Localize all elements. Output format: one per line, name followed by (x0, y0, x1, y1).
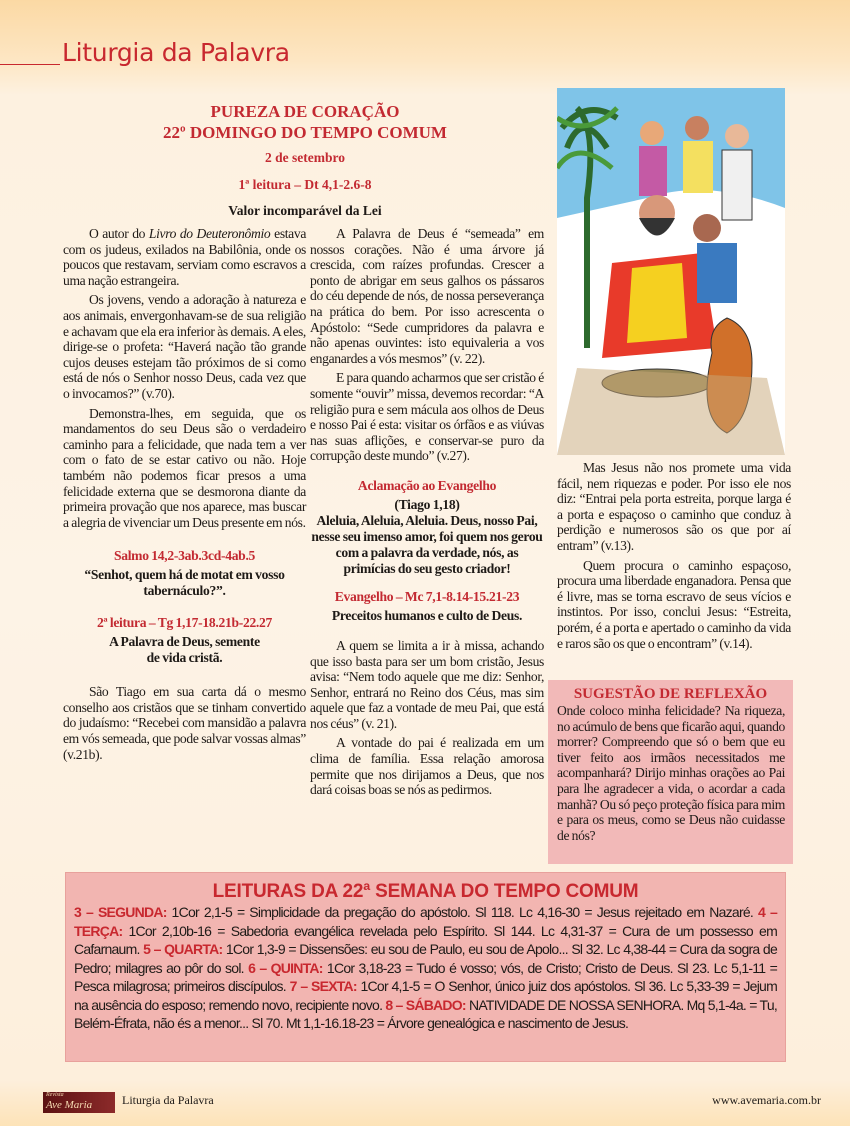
date: 2 de setembro (265, 150, 345, 165)
day-readings: 1Cor 2,1-5 = Simplicidade da pregação do apóstolo. Sl 118. Lc 4,16-30 = Jesus rejeitado em Nazaré. (166, 904, 758, 920)
footer-url[interactable]: www.avemaria.com.br (712, 1093, 821, 1107)
psalm-ref: Salmo 14,2-3ab.3cd-4ab.5 (113, 548, 256, 564)
day-label: 7 – SEXTA: (289, 978, 357, 994)
paragraph: E para quando acharmos que ser cristão é somente “ouvir” missa, devemos recordar: “A religião pura e sem mácula aos olhos de Deus e nosso Pai é esta: visitar os órfãos e as viúvas nas suas aflições, e conservar-se puro da corrupção deste mundo” (v.27). (310, 370, 544, 464)
paragraph: A Palavra de Deus é “semeada” em nossos corações. Não é uma árvore já crescida, com raízes profundas. Crescer a ponto de abrigar em seus galhos os pássaros do céu depende de nós, de nossa perseverança na prática do bem. Por isso acrescenta o Apóstolo: “Sede cumpridores da palavra e não apenas ouvintes: isto equivaleria a vos enganardes a vós mesmos” (v. 22). (310, 226, 544, 366)
ave-maria-logo: Revista Ave Maria (43, 1092, 115, 1113)
day-readings: NATIVIDADE DE NOSSA SENHORA. Mq 5,1-4a. = Tu, Belém-Éfrata, não és a menor... Sl 70. Mt 1,1-16.18-23 = Árvore genealógica e nascimento de Jesus. (74, 996, 777, 1031)
column-2 (310, 226, 544, 802)
weekly-readings-box (65, 872, 786, 1062)
gospel-subtitle: Preceitos humanos e culto de Deus. (331, 607, 523, 623)
paragraph: Mas Jesus não nos promete uma vida fácil, nem riquezas e poder. Por isso ele nos diz: “Entrai pela porta estreita, porque larga é a porta e espaçoso o caminho que conduz à perdição e numerosos são os que por aí entram” (v.13). (557, 460, 791, 553)
day-readings: 1Cor 3,18-23 = Tudo é vosso; vós, de Cristo; Cristo de Deus. Sl 23. Lc 5,1-11 = Pesca milagrosa; primeiros discípulos. (74, 959, 777, 994)
reading2-ref: 2ª leitura – Tg 1,17-18.21b-22.27 (96, 615, 273, 631)
reflection-text: Onde coloco minha felicidade? Na riqueza, no acúmulo de bens que ficarão aqui, quando morrer? Compreendo que só o bem que eu tiver feito aos irmãos necessitados me acompanhará? Dirijo minhas orações ao Pai para lhe agradecer a vida, o acordar a cada manhã? Ou só peço proteção física para mim e para os meus, como se Deus não cuidasse de nós? (557, 703, 785, 843)
section-title: Liturgia da Palavra (62, 38, 290, 67)
paragraph: O autor do Livro do Deuteronômio estava com os judeus, exilados na Babilônia, onde os poucos que restavam, serviam como escravos a uma nação estrangeira. (63, 226, 306, 288)
day-label: 8 – SÁBADO: (385, 996, 466, 1013)
paragraph: Demonstra-lhes, em seguida, que os mandamentos do seu Deus são o verdadeiro caminho para a felicidade, que nada tem a ver com o fato de se estar cativo ou não. Hoje também não podemos ficar presos a uma felicidade externa que se desmorona diante da primeira provação que nos aparece, mas buscar a alegria de vivenciar um Deus presente em nós. (63, 405, 306, 530)
gospel-ref: Evangelho – Mc 7,1-8.14-15.21-23 (334, 588, 520, 604)
paragraph: Os jovens, vendo a adoração à natureza e aos animais, envergonhavam-se de sua religião e achavam que ela era inferior às demais. A eles, dirige-se o profeta: “Haverá nação tão grande cujos deuses estejam tão próximos de si como está de nós o Senhor nosso Deus, cada vez que o invocamos?” (v.70). (63, 292, 306, 401)
footer-title: Liturgia da Palavra (122, 1093, 214, 1107)
day-label: 6 – QUINTA: (248, 959, 323, 976)
reflection-box (548, 680, 793, 864)
day-label: 5 – QUARTA: (143, 941, 223, 957)
paragraph: A quem se limita a ir à missa, achando que isso basta para ser um bom cristão, Jesus avisa: “Nem todo aquele que me diz: Senhor, Senhor, entrará no Reino dos Céus, mas sim aquele que faz a vontade de meu Pai, que está nos céus” (v. 21). (310, 637, 544, 731)
jesus-with-people-illustration (557, 88, 785, 455)
paragraph: Quem procura o caminho espaçoso, procura uma liberdade enganadora. Pensa que é livre, mas se torna escravo de seus vícios e instintos. Por isso, conclui Jesus: “Estreita, porém, é a porta e apertado o caminho da vida e raros são os que o encontram” (v.14). (557, 557, 791, 651)
header-rule (0, 64, 60, 65)
weekly-readings-title: LEITURAS DA 22ª SEMANA DO TEMPO COMUM (212, 881, 639, 902)
acclamation-text: Aleluia, Aleluia, Aleluia. Deus, nosso Pai, nesse seu imenso amor, foi quem nos gerou com a palavra da verdade, nós, as primícias do seu gesto criador! (311, 512, 543, 576)
psalm-text: “Senhot, quem há de motat em vosso tabernáculo?”. (84, 567, 285, 599)
page-title: PUREZA DE CORAÇÃO (210, 102, 400, 121)
weekly-readings-text (66, 903, 785, 1033)
reflection-title: SUGESTÃO DE REFLEXÃO (573, 686, 768, 702)
reading2-subtitle: A Palavra de Deus, semente de vida cristã. (109, 634, 260, 666)
column-3 (557, 460, 791, 655)
paragraph: A vontade do pai é realizada em um clima de família. Essa relação amorosa permite que nos dirijamos a Deus, que nos dará coisas boas se nós as pedirmos. (310, 735, 544, 798)
reading1-subtitle: Valor incomparável da Lei (228, 203, 382, 218)
title-block (130, 101, 480, 221)
day-label: 3 – SEGUNDA: (74, 904, 167, 920)
day-readings: 1Cor 4,1-5 = O Senhor, único juiz dos apóstolos. Sl 36. Lc 5,33-39 = Jejum na ausência do esposo; remendo novo, recipiente novo. (74, 978, 778, 1013)
acclamation-ref: (Tiago 1,18) (394, 496, 460, 512)
page-subtitle: 22º DOMINGO DO TEMPO COMUM (163, 123, 447, 142)
day-readings: 1Cor 2,10b-16 = Sabedoria evangélica revelada pelo Espírito. Sl 144. Lc 4,31-37 = Cura de um possesso em Cafarnaum. (74, 922, 777, 957)
day-label: 4 – TERÇA: (74, 904, 777, 939)
acclamation-title: Aclamação ao Evangelho (357, 477, 497, 493)
reading1-ref: 1ª leitura – Dt 4,1-2.6-8 (238, 177, 372, 192)
day-readings: 1Cor 1,3-9 = Dissensões: eu sou de Paulo, eu sou de Apolo... Sl 32. Lc 4,38-44 = Cura da sogra de Pedro; milagres ao pôr do sol. (74, 941, 777, 976)
paragraph: São Tiago em sua carta dá o mesmo conselho aos cristãos que se tinham convertido do judaísmo: “Recebei com mansidão a palavra em vós semeada, que pode salvar vossas almas” (v.21b). (63, 684, 306, 762)
column-1 (63, 226, 306, 766)
